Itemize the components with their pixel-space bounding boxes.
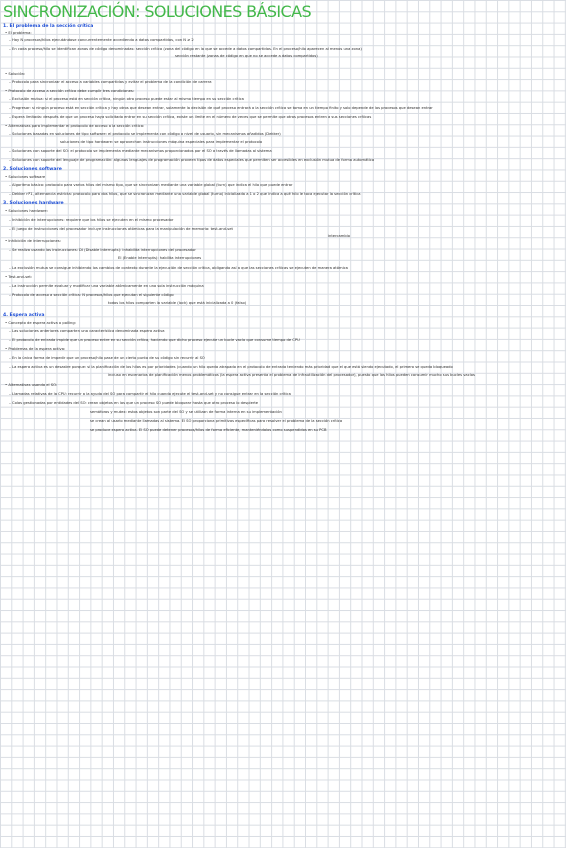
note-line: semáforos y mutex: estos objetos son parte del SO y se utilizan de forma interna en su implementación: [90, 410, 282, 414]
note-line: • Test-and-set:: [5, 275, 33, 279]
note-line: – Colas gestionadas por entidades del SO: crean objetos en los que un proceso SO puede bloquear hasta que otro proceso lo despierte: [9, 401, 259, 405]
note-line: – Algoritmo básico: protocolo para varios hilos del mismo tipo, que se sincronizan mediante una variable global (turn) que indica el hilo que puede entrar: [9, 183, 293, 187]
note-line: – En cada proceso/hilo se identifican zonas de código denominadas: sección crítica (zona del código en la que se accede a datos compartidos. En el proceso/hilo aparecen al menos una zona): [9, 47, 362, 51]
note-line: • Soluciones software: [5, 175, 46, 179]
note-line: • Problemas de la espera activa:: [5, 347, 66, 351]
page-title: SINCRONIZACIÓN: SOLUCIONES BÁSICAS: [3, 2, 312, 21]
section-heading-4: 4. Espera activa: [3, 313, 45, 318]
note-line: – La espera activa es un desastre porque: si la planificación de los hilos es por prioridades (cuando un hilo queda atrapado en el protocolo de entrada teniendo más prioridad que el que está siendo ejecutado, el primero se queda bloqueado: [9, 365, 453, 369]
note-line: todos los hilos comparten la variable (lock) que está inicializada a 0 (falso): [108, 301, 247, 305]
note-line: – Llamadas relativas de la CPU: recurrir a la ayuda del SO para compartir el hilo cuando ejecute el test-and-set y no consigue entrar en la sección crítica: [9, 392, 291, 396]
note-line: • Soluciones hardware:: [5, 209, 48, 213]
note-line: – La exclusión mutua se consigue inhibiendo los cambios de contexto durante la ejecución de sección crítica, obligando así a que las secciones críticas se ejecuten de manera atómica: [9, 266, 348, 270]
note-line: – Progresar: si ningún proceso está en sección crítica y hay otros que desean entrar, solamente la decisión de qué proceso entrará a la sección crítica se toma en un tiempo finito y solo depende de los procesos que desean entrar: [9, 106, 433, 110]
note-line: – El juego de instrucciones del procesador incluye instrucciones atómicas para la manipulación de memoria: test-and-set: [9, 227, 233, 231]
note-line: – Soluciones con soporte del lenguaje de programación: algunos lenguajes de programación proveen tipos de datos especiales que permiten ser accesibles en exclusión mutua de forma automática: [9, 158, 375, 162]
note-line: – Inhibición de interrupciones: requiere que los hilos se ejecuten en el mismo procesador: [9, 218, 174, 222]
note-line: – Soluciones basadas en soluciones de tipo software: el protocolo se implementa con código a nivel de usuario, sin mecanismos añadidos (Dekker): [9, 132, 281, 136]
section-heading-1: 1. El problema de la sección crítica: [3, 24, 94, 29]
note-line: – Se realiza usando las instrucciones: DI (Disable Interrupts): inhabilita interrupciones del procesador: [9, 248, 196, 252]
note-line: – Hay N procesos/hilos ejecutándose concurrentemente accediendo a datos compartidos, con N ≥ 2: [9, 38, 194, 42]
note-line: sección restante (zonas de código en que no se accede a datos compartidos): [175, 54, 318, 58]
section-heading-3: 3. Soluciones hardware: [3, 201, 64, 206]
note-line: incluso en escenarios de planificación menos problemáticos (la espera activa presenta el problema de infrautilización del procesador), puesto que los hilos pueden consumir mucho sus bucles vacíos: [108, 373, 475, 377]
note-line: • Concepto de espera activa o polling:: [5, 321, 76, 325]
note-line: • El problema:: [5, 31, 32, 35]
note-line: • Solución:: [5, 72, 26, 76]
note-line: – En la única forma de impedir que un proceso/hilo pase de un cierto punto de su código sin recurrir al SO: [9, 356, 205, 360]
note-line: • Alternativas para implementar el protocolo de acceso a la sección crítica:: [5, 124, 145, 128]
note-line: soluciones de tipo hardware: se aprovechan instrucciones máquina especiales para implementar el protocolo: [60, 140, 263, 144]
note-line: – La instrucción permite evaluar y modificar una variable atómicamente en una sola instrucción máquina: [9, 284, 204, 288]
note-line: intercambio: [328, 234, 351, 238]
note-line: se crean al usarlo mediante llamadas al sistema. El SO proporciona primitivas específicas para resolver el problema de la sección crítica: [90, 419, 343, 423]
note-line: – Soluciones con soporte del SO: el protocolo se implementa mediante mecanismos proporcionados por el SO a través de llamadas al sistema: [9, 149, 272, 153]
note-line: – Exclusión mutua: si el proceso está en sección crítica, ningún otro proceso puede estar al mismo tiempo en su sección crítica: [9, 97, 244, 101]
note-line: – Protocolo para sincronizar el acceso a variables compartidas y evitar el problema de la condición de carrera: [9, 80, 212, 84]
note-line: EI (Enable Interrupts): habilita interrupciones: [118, 256, 202, 260]
section-heading-2: 2. Soluciones software: [3, 167, 62, 172]
note-line: – Las soluciones anteriores comparten una característica denominada espera activa: [9, 329, 165, 333]
note-line: • Protocolo de acceso a sección crítica debe cumplir tres condiciones:: [5, 89, 135, 93]
note-line: se produce espera activa. El SO puede detener procesos/hilos de forma eficiente, manteniéndolos como suspendidos en su PCB: [90, 428, 327, 432]
note-line: – Dekker nº1, alternancia estricta: protocolo para dos hilos, que se sincronizan mediante una variable global (turno) inicializada a 1 o 2 que indica a qué hilo le toca ejecutar la sección crítica: [9, 192, 361, 196]
note-line: • Alternativas usando el SO:: [5, 383, 58, 387]
note-line: – El protocolo de entrada impide que un proceso entre en su sección crítica, haciendo que dicho proceso ejecute un bucle vacío que consume tiempo de CPU: [9, 338, 300, 342]
note-line: – Espera limitada: después de que un proceso haya solicitado entrar en su sección crítica, existe un límite en el número de veces que se permite que otros procesos entren a sus secciones críticas: [9, 115, 372, 119]
note-line: • Inhibición de interrupciones:: [5, 239, 61, 243]
note-line: – Protocolo de acceso a sección crítica: N procesos/hilos que ejecutan el siguiente código: [9, 293, 174, 297]
